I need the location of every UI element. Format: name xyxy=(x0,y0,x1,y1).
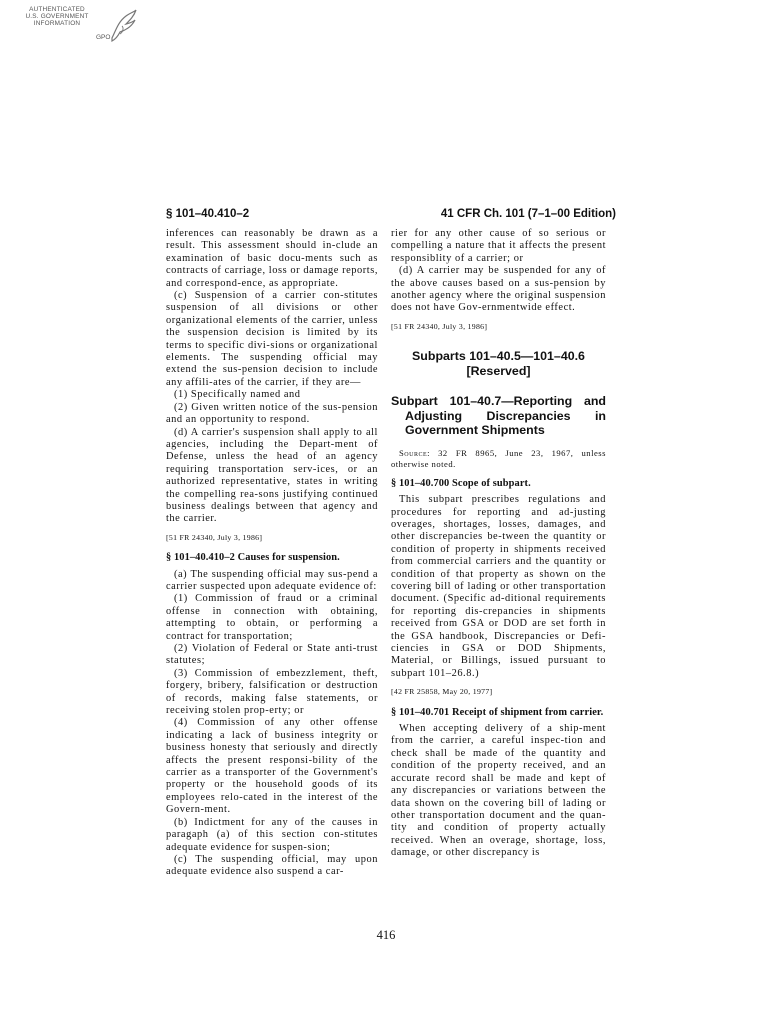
paragraph: When accepting delivery of a ship-ment from the carrier, a careful inspec-tion and check shall be made of the quantity and condition of the property received, and an accurate record shall be made and kept of any discrepancies or variations between the data shown on the covering bill of lading or other transportation document and the quan-tity and condition of property actually received. When an overage, shortage, loss, damage, or other discrepancy is xyxy=(391,723,606,859)
paragraph: (2) Given written notice of the sus-pension and an opportunity to respond. xyxy=(166,401,378,426)
running-header xyxy=(166,208,616,222)
logo-line-3: INFORMATION xyxy=(33,20,81,27)
citation: [51 FR 24340, July 3, 1986] xyxy=(166,532,263,542)
paragraph: (d) A carrier's suspension shall apply to all agencies, including the Depart-ment of Defense, unless the head of an agency requiring transportation serv-ices, or an authorized representative, states in writing the compelling rea-sons justifying continued business dealings between that agency and the carrier. xyxy=(166,426,378,525)
subparts-heading-line-1: Subparts 101–40.5—101–40.6 xyxy=(412,349,585,364)
paragraph: (a) The suspending official may sus-pend a carrier suspected upon adequate evidence of: xyxy=(166,568,378,592)
paragraph: (b) Indictment for any of the causes in paragaph (a) of this section con-stitutes adequate evidence for suspen-sion; xyxy=(166,816,378,853)
citation: [51 FR 24340, July 3, 1986] xyxy=(391,321,488,331)
section-heading: § 101–40.410–2 Causes for suspension. xyxy=(166,552,340,564)
subparts-reserved-heading xyxy=(391,349,606,378)
logo-gpo-text: GPO xyxy=(96,34,111,41)
header-section-number: § 101–40.410–2 xyxy=(166,208,250,220)
source-text: 32 FR 8965, June 23, 1967, unless otherwise noted. xyxy=(391,447,606,469)
paragraph: (2) Violation of Federal or State anti-trust statutes; xyxy=(166,643,378,667)
paragraph: (c) Suspension of a carrier con-stitutes suspension of all divisions or other organizational elements of the carrier, unless the suspension decision is limited by its terms to specific divi-sions or organizational elements. The suspending official may extend the sus-pension decision to include any affili-ates of the carrier, if they are— xyxy=(166,290,378,388)
paragraph: (4) Commission of any other offense indicating a lack of business integrity or business honesty that seriously and directly affects the present responsi-bility of the carrier as a transporter of the Government's property or the household goods of its employees relo-cated in the interest of the Govern-ment. xyxy=(166,717,378,816)
paragraph: (1) Specifically named and xyxy=(174,389,301,401)
subpart-heading: Subpart 101–40.7—Reporting and Adjusting Discrepancies in Government Shipments xyxy=(391,394,606,438)
paragraph: inferences can reasonably be drawn as a result. This assessment should in-clude an examination of basic docu-ments such as contracts of carriage, loss or damage reports, and correspond-ence, as appropriate. xyxy=(166,228,378,289)
citation: [42 FR 25858, May 20, 1977] xyxy=(391,687,493,697)
section-heading: § 101–40.701 Receipt of shipment from carrier. xyxy=(391,706,604,718)
section-heading: § 101–40.700 Scope of subpart. xyxy=(391,477,531,489)
source-note xyxy=(391,448,606,470)
right-column xyxy=(391,228,606,860)
logo-line-1: AUTHENTICATED xyxy=(29,6,85,13)
paragraph: This subpart prescribes regulations and procedures for reporting and ad-justing overages, shortages, losses, damages, and other discrepancies be-tween the quantity or condition of property in shipments received from commercial carriers and the quantity or condition of that property as shown on the covering bill of lading or other transportation document. (Specific ad-ditional requirements for reporting dis-crepancies in shipments received from GSA or DOD are set forth in the GSA handbook, Discrepancies or Defi-ciencies in GSA or DOD Shipments, Material, or Billings, issued pursuant to subpart 101–26.8.) xyxy=(391,494,606,679)
left-column xyxy=(166,228,378,879)
paragraph: (c) The suspending official, may upon adequate evidence also suspend a car- xyxy=(166,853,378,878)
paragraph: rier for any other cause of so serious or compelling a nature that it affects the present responsiblity of a carrier; or xyxy=(391,228,606,264)
gpo-authentication-logo xyxy=(12,6,142,50)
eagle-icon xyxy=(108,8,138,44)
paragraph: (d) A carrier may be suspended for any of the above causes based on a sus-pension by another agency where the original suspension does not have Gov-ernmentwide effect. xyxy=(391,265,606,314)
source-label: Source: xyxy=(399,447,431,458)
logo-text xyxy=(12,6,102,27)
paragraph: (3) Commission of embezzlement, theft, forgery, bribery, falsification or destruction of records, making false statements, or receiving stolen prop-erty; or xyxy=(166,667,378,717)
page-number: 416 xyxy=(376,928,396,942)
subparts-heading-line-2: [Reserved] xyxy=(466,363,531,378)
paragraph: (1) Commission of fraud or a criminal offense in connection with obtaining, attempting to obtain, or performing a contract for transportation; xyxy=(166,593,378,642)
logo-line-2: U.S. GOVERNMENT xyxy=(25,13,89,20)
header-cfr-edition: 41 CFR Ch. 101 (7–1–00 Edition) xyxy=(440,208,616,220)
